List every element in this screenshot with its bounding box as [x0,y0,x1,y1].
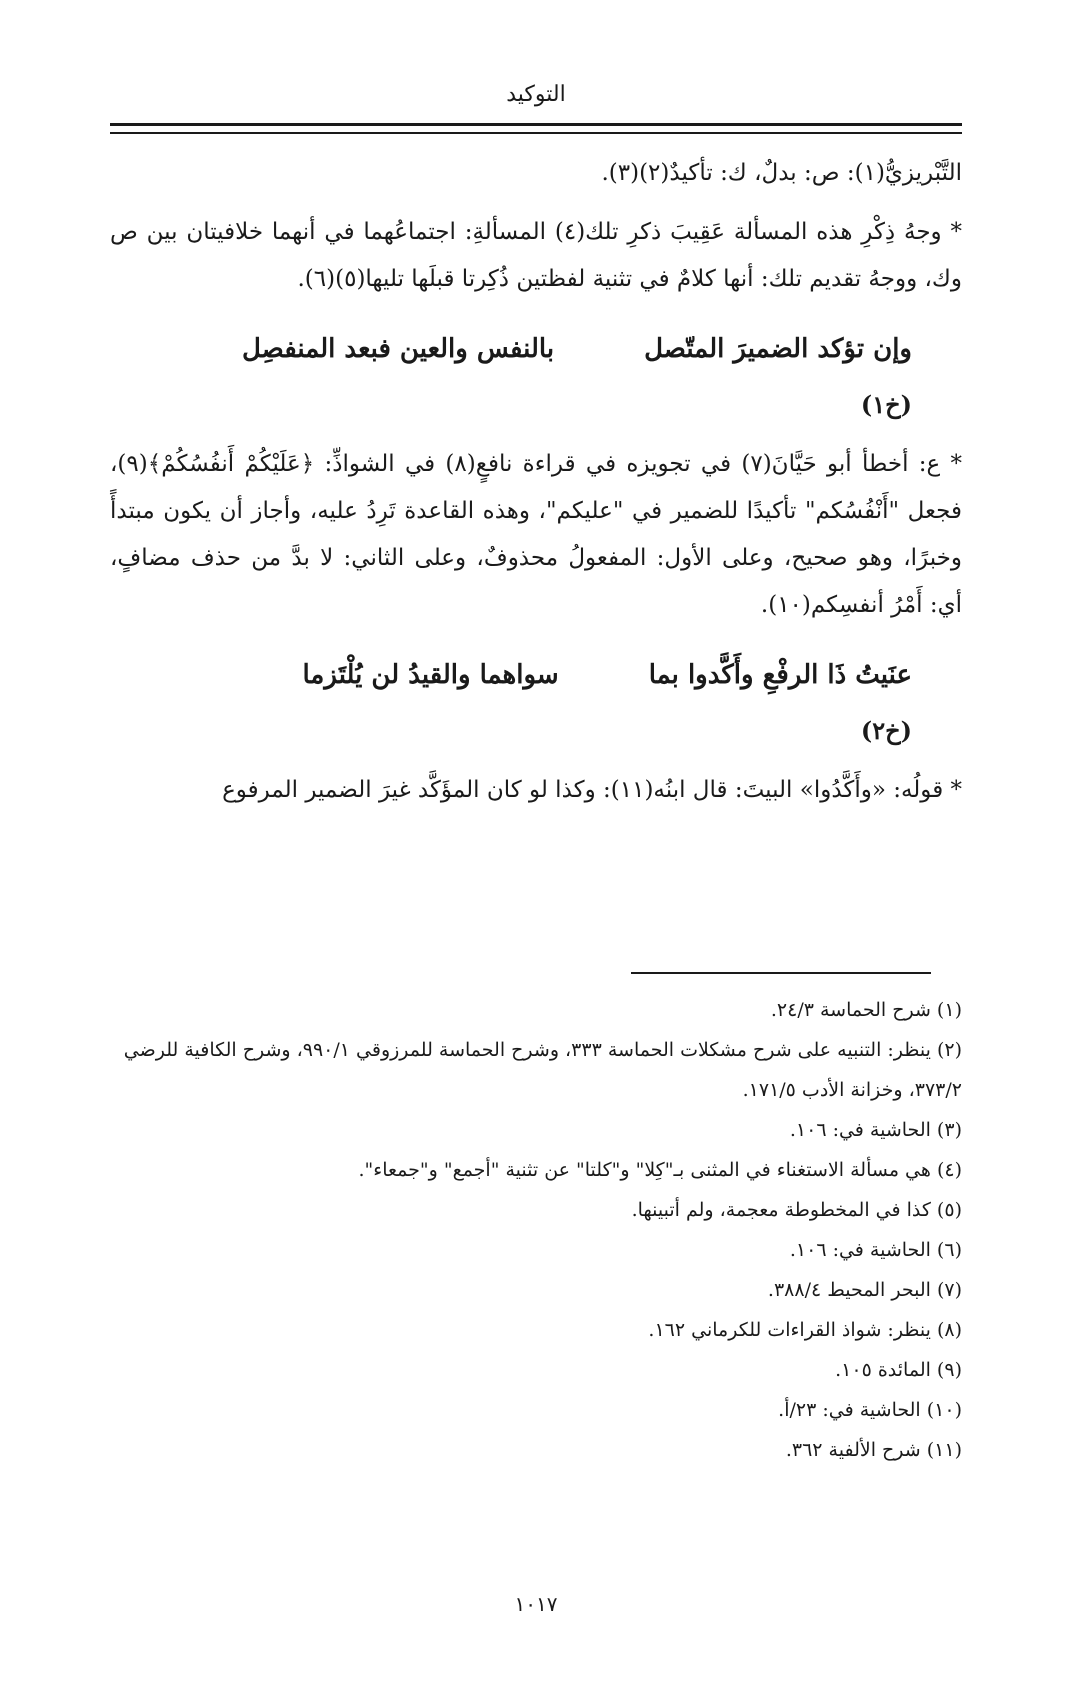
verse-1-tag: (خ١) [860,390,912,419]
verse-2-hemistich-1: عنَيتُ ذَا الرفْعِ وأَكَّدوا بما [648,660,912,690]
verse-2 [110,647,962,759]
main-text [110,150,962,826]
paragraph-2: * وجهُ ذِكْرِ هذه المسألة عَقِيبَ ذكرِ تلك(٤) المسألةِ: اجتماعُهما في أنهما خلافيتان بين ص وك، ووجهُ تقديم تلك: أنها كلامٌ في تثنية لفظتين ذُكِرتا قبلَها تليها(٥)(٦). [110,219,962,292]
paragraph-4: * قولُه: «وأَكَّدُوا» البيتَ: قال ابنُه(١١): وكذا لو كان المؤَكَّد غيرَ الضمير المرفوع [222,777,962,803]
footnote: (٢) ينظر: التنبيه على شرح مشكلات الحماسة ٣٣٣، وشرح الحماسة للمرزوقي ٩٩٠/١، وشرح الكافية للرضي ٣٧٣/٢، وخزانة الأدب ١٧١/٥. [123,1039,962,1101]
footnote: (٥) كذا في المخطوطة معجمة، ولم أتبينها. [631,1199,962,1221]
verse-2-line [110,647,912,703]
verse-1-hemistich-1: وإن تؤكد الضميرَ المتّصل [644,334,912,364]
footnote-separator [631,972,931,974]
page-number: ١٠١٧ [514,1592,558,1616]
footnote: (١٠) الحاشية في: ٢٣/أ. [778,1399,962,1421]
verse-1 [110,321,962,433]
verse-1-line [110,321,912,377]
footnote: (٦) الحاشية في: ١٠٦. [789,1239,962,1261]
verse-2-hemistich-2: سواهما والقيدُ لن يُلْتَزما [302,660,559,690]
footnote: (٣) الحاشية في: ١٠٦. [789,1119,962,1141]
header-rule-thick [110,123,962,126]
footnote: (٩) المائدة ١٠٥. [835,1359,962,1381]
verse-2-tag: (خ٢) [860,716,912,745]
running-header: التوكيد [506,82,566,107]
footnote: (٤) هي مسألة الاستغناء في المثنى بـ"كِلا" و"كلتا" عن تثنية "أجمع" و"جمعاء". [358,1159,962,1181]
header-rule-thin [110,132,962,134]
footnote: (٨) ينظر: شواذ القراءات للكرماني ١٦٢. [648,1319,962,1341]
paragraph-3: * ع: أخطأ أبو حَيَّانَ(٧) في تجويزه في قراءة نافعٍ(٨) في الشواذِّ: ﴿عَلَيْكُمْ أَنفُسُكُمْ﴾(٩)، فجعل "أَنْفُسُكم" تأكيدًا للضمير في "عليكم"، وهذه القاعدة تَرِدُ عليه، وأجاز أن يكون مبتدأً وخبرًا، وهو صحيح، وعلى الأول: المفعولُ محذوفٌ، وعلى الثاني: لا بدَّ من حذف مضافٍ، أي: أَمْرُ أنفسِكم(١٠). [110,451,963,618]
footnote: (١) شرح الحماسة ٢٤/٣. [770,999,962,1021]
footnote: (١١) شرح الألفية ٣٦٢. [785,1439,962,1461]
footnote: (٧) البحر المحيط ٣٨٨/٤. [767,1279,962,1301]
verse-1-hemistich-2: بالنفس والعين فبعد المنفصِل [241,334,555,364]
footnotes [110,990,962,1470]
paragraph-1: التَّبْريزيُّ(١): ص: بدلٌ، ك: تأكيدٌ(٢)(٣). [601,160,962,186]
